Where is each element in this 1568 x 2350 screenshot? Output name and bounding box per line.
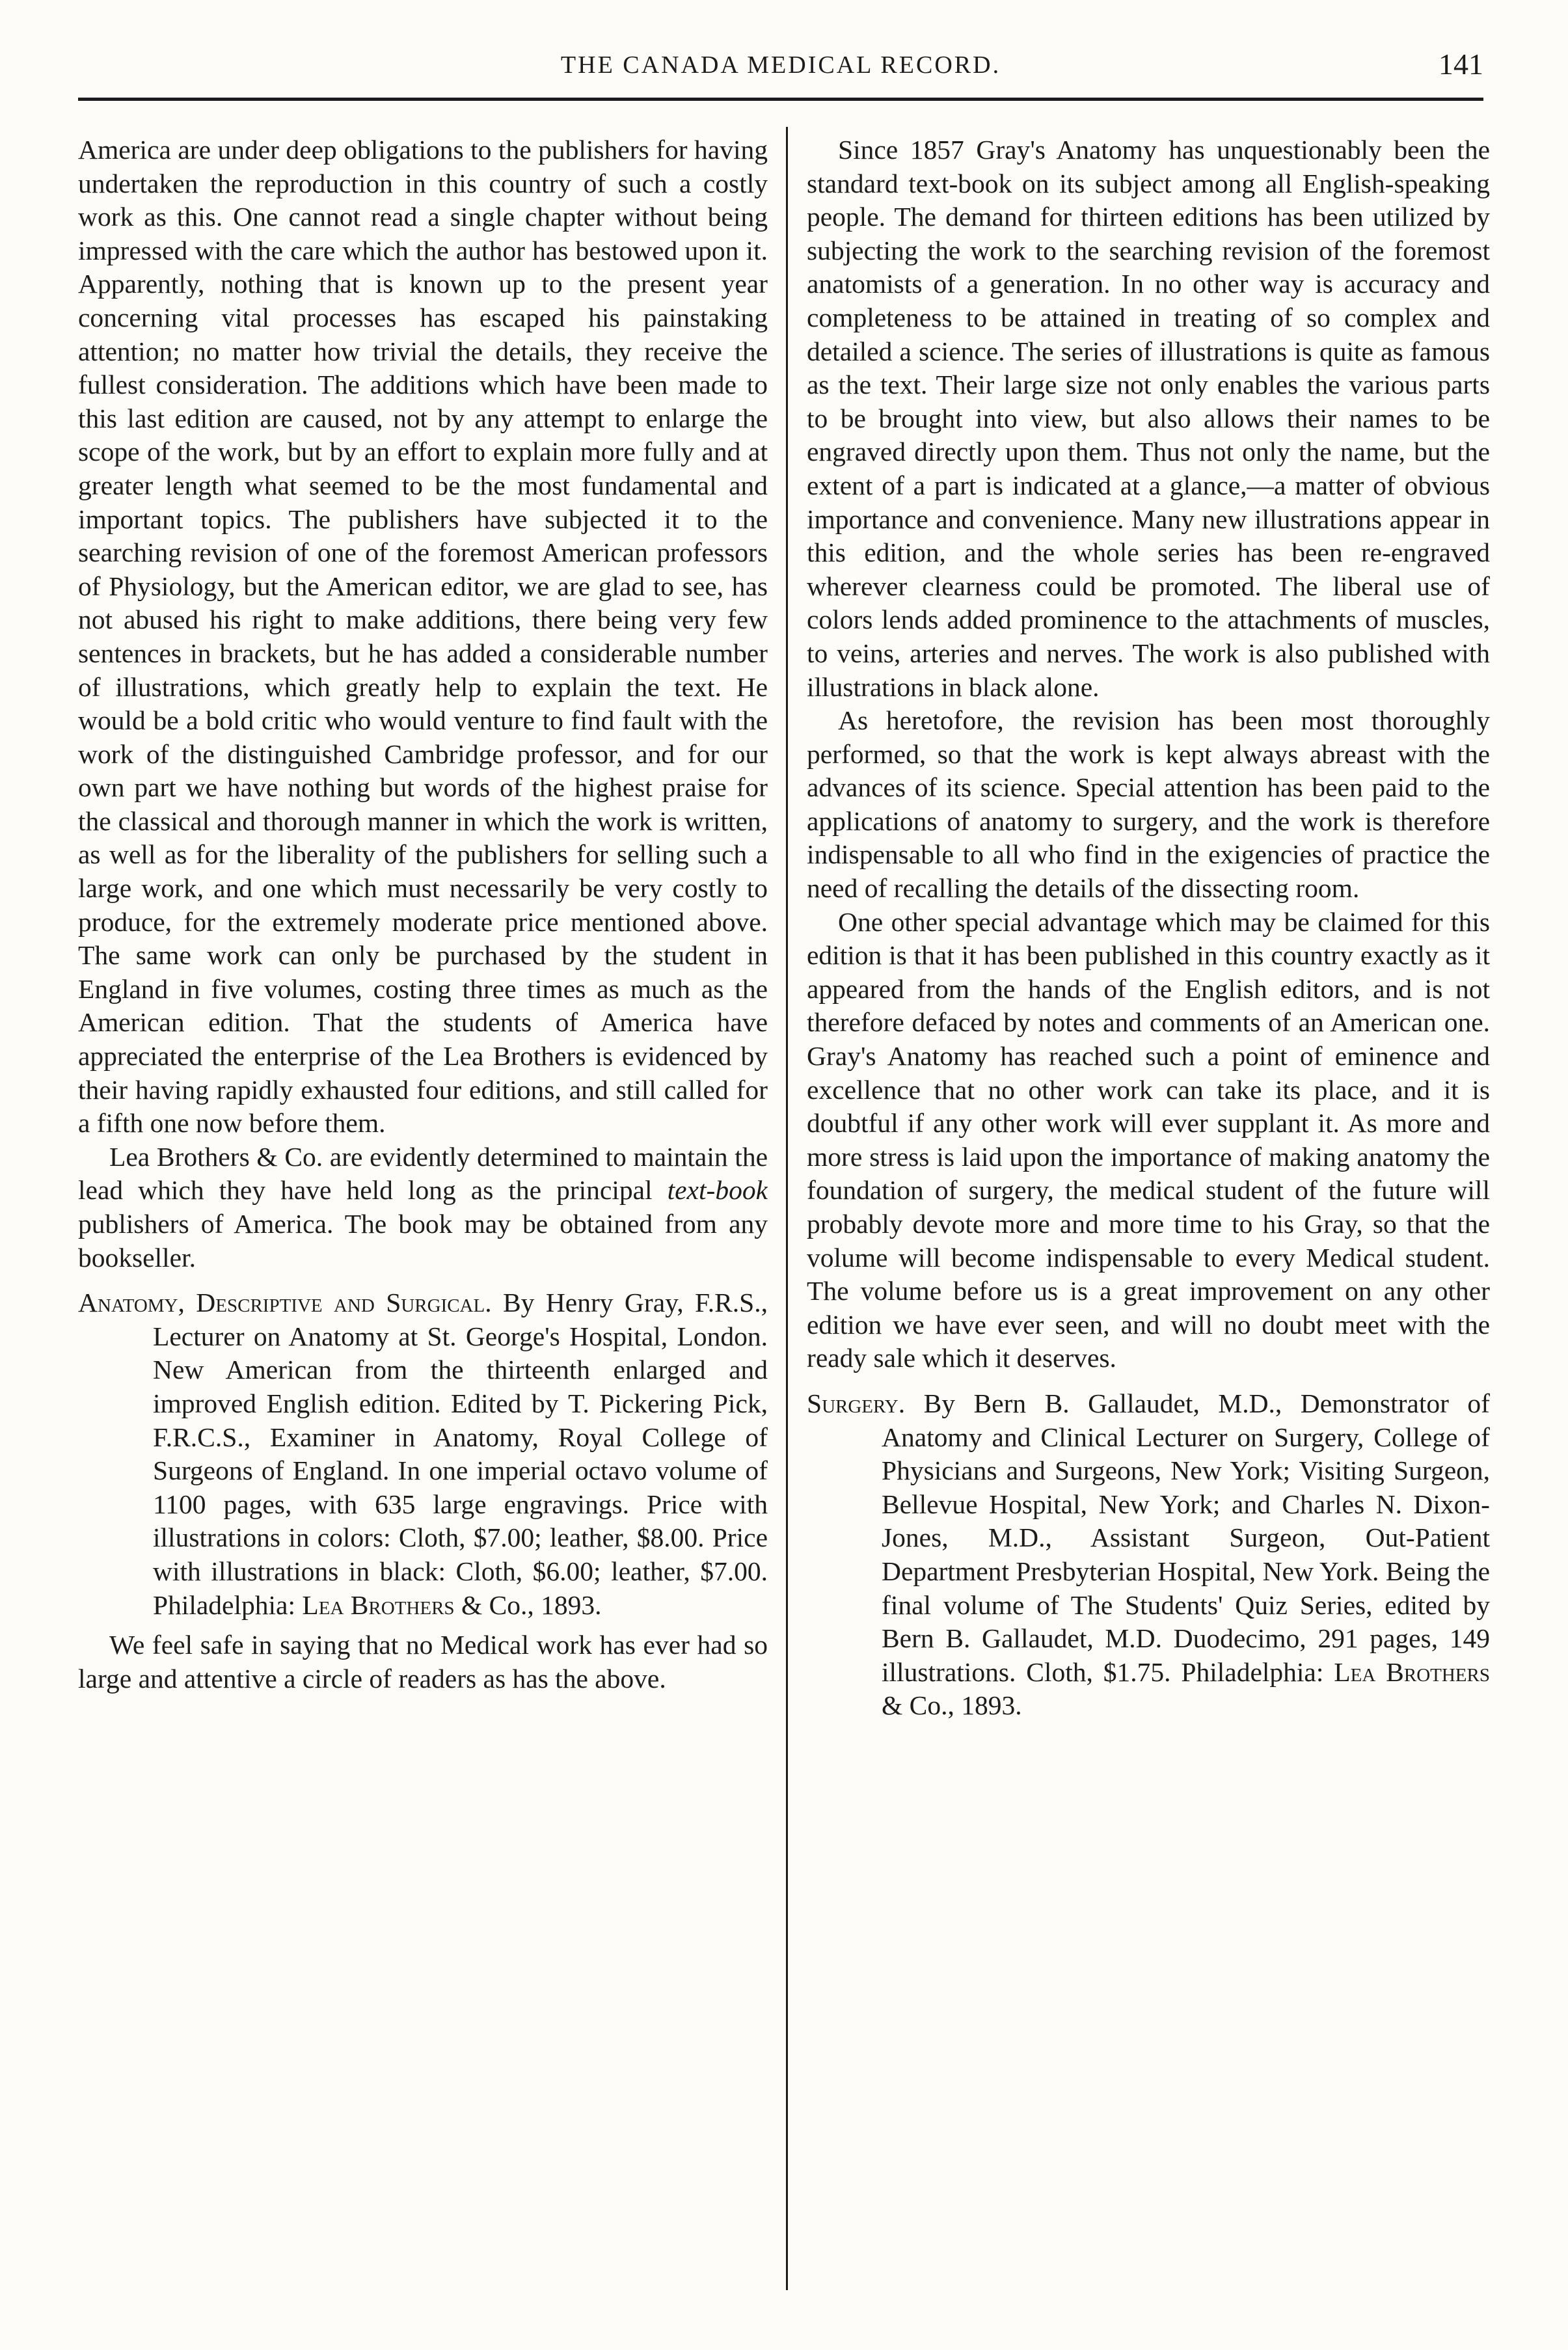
left-paragraph-2-text-a: Lea Brothers & Co. are evidently determined to maintain the lead which they have held long as the principal xyxy=(78,1141,768,1206)
right-column xyxy=(807,133,1490,2300)
right-paragraph-3: One other special advantage which may be claimed for this edition is that it has been published in this country exactly as it appeared from the hands of the English editors, and is not therefore defaced by notes and comments of an American one. Gray's Anatomy has reached such a point of eminence and excellence that no other work can take its place, and it is doubtful if any other work will ever supplant it. As more and more stress is laid upon the importance of making anatomy the foundation of surgery, the medical student of the future will probably devote more and more time to his Gray, so that the volume will become indispensable to every Medical student. The volume before us is a great improvement on any other edition we have ever seen, and will no doubt meet with the ready sale which it deserves. xyxy=(807,906,1490,1373)
entry-surgery-publisher: Lea Brothers xyxy=(1334,1656,1490,1687)
entry-surgery-title: Surgery. xyxy=(807,1388,906,1418)
left-paragraph-1: America are under deep obligations to the publishers for having undertaken the reproduction in this country of such a costly work as this. One cannot read a single chapter without being impressed with the care which the author has bestowed upon it. Apparently, nothing that is known up to the present year concerning vital processes has escaped his painstaking attention; no matter how trivial the details, they receive the fullest consideration. The additions which have been made to this last edition are caused, not by any attempt to enlarge the scope of the work, but by an effort to explain more fully and at greater length what seemed to be the most fundamental and important topics. The publishers have subjected it to the searching revision of one of the foremost American professors of Physiology, but the American editor, we are glad to see, has not abused his right to make additions, there being very few sentences in brackets, but he has added a considerable number of illustrations, which greatly help to explain the text. He would be a bold critic who would venture to find fault with the work of the distinguished Cambridge professor, and for our own part we have nothing but words of the highest praise for the classical and thorough manner in which the work is written, as well as for the liberality of the publishers for selling such a large work, and one which must necessarily be very costly to produce, for the extremely moderate price mentioned above. The same work can only be purchased by the student in England in five volumes, costing three times as much as the American edition. That the students of America have appreciated the enterprise of the Lea Brothers is evidenced by their having rapidly exhausted four editions, and still called for a fifth one now before them. xyxy=(78,135,768,1139)
left-column xyxy=(78,133,768,2300)
left-paragraph-3: We feel safe in saying that no Medical work has ever had so large and attentive a circle of readers as has the above. xyxy=(78,1630,768,1694)
left-paragraph-2-italic: text-book xyxy=(667,1175,768,1206)
entry-surgery-body: By Bern B. Gallaudet, M.D., Demonstrator of Anatomy and Clinical Lecturer on Surgery, College of Physicians and Surgeons, New York; Visiting Surgeon, Bellevue Hospital, New York; and Charles N. Dixon-Jones, M.D., Assistant Surgeon, Out-Patient Department Presbyterian Hospital, New York. Being the final volume of The Students' Quiz Series, edited by Bern B. Gallaudet, M.D. Duodecimo, 291 pages, 149 illustrations. Cloth, $1.75. Philadelphia: xyxy=(882,1388,1490,1687)
entry-anatomy-title: Anatomy, Descriptive and Surgical. xyxy=(78,1288,492,1318)
right-paragraph-2: As heretofore, the revision has been most thoroughly performed, so that the work is kept always abreast with the advances of its science. Special attention has been paid to the applications of anatomy to surgery, and the work is therefore indispensable to all who find in the exigencies of practice the need of recalling the details of the dissecting room. xyxy=(807,705,1490,904)
page-number: 141 xyxy=(1439,47,1483,81)
entry-anatomy-end: & Co., 1893. xyxy=(454,1589,602,1620)
header-rule xyxy=(78,98,1483,101)
book-entry-anatomy xyxy=(78,1286,768,1622)
column-divider xyxy=(786,127,788,2290)
right-paragraph-1: Since 1857 Gray's Anatomy has unquestionably been the standard text-book on its subject among all English-speaking people. The demand for thirteen editions has been utilized by subjecting the work to the searching revision of the foremost anatomists of a generation. In no other way is accuracy and completeness to be attained in treating of so complex and detailed a science. The series of illustrations is quite as famous as the text. Their large size not only enables the various parts to be brought into view, but also allows their names to be engraved directly upon them. Thus not only the name, but the extent of a part is indicated at a glance,—a matter of obvious importance and convenience. Many new illustrations appear in this edition, and the whole series has been re-engraved wherever clearness could be promoted. The liberal use of colors lends added prominence to the attachments of muscles, to veins, arteries and nerves. The work is also published with illustrations in black alone. xyxy=(807,135,1490,702)
left-paragraph-2 xyxy=(78,1141,768,1275)
left-paragraph-2-text-b: publishers of America. The book may be obtained from any bookseller. xyxy=(78,1209,768,1273)
running-title: THE CANADA MEDICAL RECORD. xyxy=(560,51,1001,79)
entry-anatomy-publisher: Lea Brothers xyxy=(302,1589,455,1620)
book-entry-surgery xyxy=(807,1387,1490,1723)
entry-surgery-end: & Co., 1893. xyxy=(882,1690,1022,1721)
page-header xyxy=(78,47,1483,90)
entry-anatomy-body: By Henry Gray, F.R.S., Lecturer on Anatomy at St. George's Hospital, London. New American from the thirteenth enlarged and improved English edition. Edited by T. Pickering Pick, F.R.C.S., Examiner in Anatomy, Royal College of Surgeons of England. In one imperial octavo volume of 1100 pages, with 635 large engravings. Price with illustrations in colors: Cloth, $7.00; leather, $8.00. Price with illustrations in black: Cloth, $6.00; leather, $7.00. Philadelphia: xyxy=(153,1288,768,1620)
